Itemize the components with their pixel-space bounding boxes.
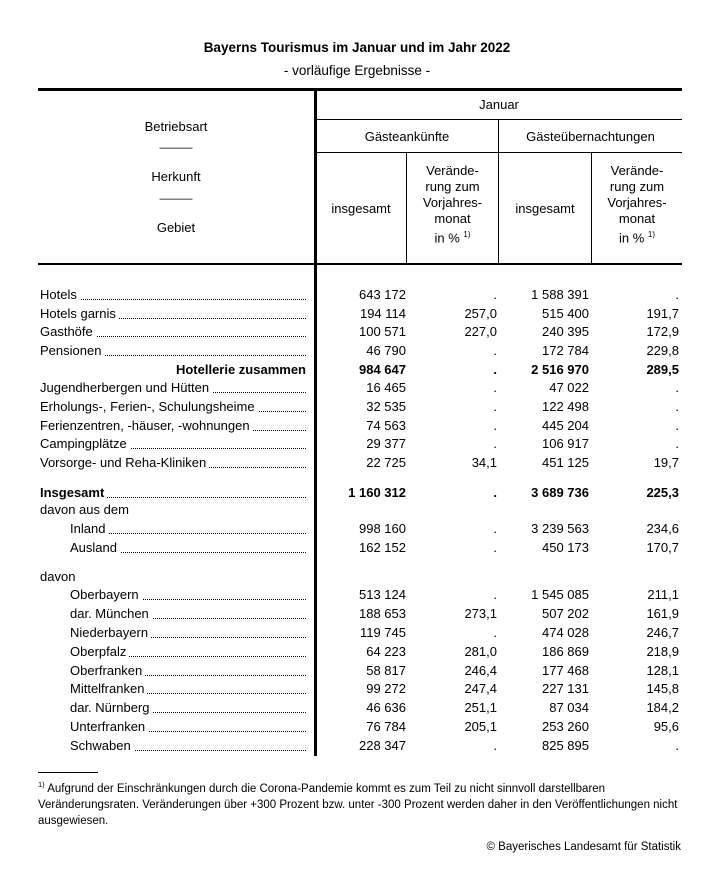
arrivals-total-cell: 46 790	[366, 343, 406, 358]
arrivals-total-cell: 46 636	[366, 700, 406, 715]
arrivals-change-cell: 257,0	[464, 306, 497, 321]
footnote-ref: 1)	[647, 230, 656, 239]
table-row	[40, 539, 682, 557]
row-label	[40, 662, 306, 680]
arrivals-total-cell: 998 160	[359, 521, 406, 536]
overnights-total-cell: 240 395	[542, 324, 589, 339]
overnights-total-cell: 87 034	[549, 700, 589, 715]
stub-header-betriebsart: Betriebsart	[144, 119, 208, 134]
row-label	[40, 342, 306, 360]
arrivals-total-cell: 74 563	[366, 418, 406, 433]
change-unit: in %	[618, 230, 645, 246]
stub-header-dash-1: ———	[159, 142, 193, 154]
arrivals-change-cell: 246,4	[464, 663, 497, 678]
arrivals-total-cell: 1 160 312	[348, 485, 406, 500]
row-label	[40, 624, 306, 642]
arrivals-total-cell: 119 745	[359, 625, 406, 640]
arrivals-change-cell: .	[493, 521, 497, 536]
overnights-total-cell: 1 545 085	[531, 587, 589, 602]
overnights-change-cell: 19,7	[653, 455, 679, 470]
page-subtitle: - vorläufige Ergebnisse -	[283, 63, 431, 78]
row-label	[40, 737, 306, 755]
row-label	[40, 586, 306, 604]
row-label-text: Ausland	[70, 540, 120, 555]
table-row	[40, 342, 682, 360]
overnights-total-cell: 825 895	[542, 738, 589, 753]
table-row	[40, 737, 682, 755]
overnights-total-cell: 177 468	[542, 663, 589, 678]
row-label	[40, 699, 306, 717]
arrivals-change-cell: 281,0	[464, 644, 497, 659]
change-line: Verände-	[426, 163, 479, 178]
footnote-ref: 1)	[463, 230, 471, 239]
table-row	[40, 484, 682, 502]
arrivals-change-cell: .	[493, 380, 497, 395]
arrivals-change-cell: .	[493, 418, 497, 433]
overnights-change-cell: 145,8	[646, 681, 679, 696]
period-rule	[316, 119, 682, 120]
table-row	[40, 417, 682, 435]
overnights-change-cell: 161,9	[646, 606, 679, 621]
row-label-text: Oberpfalz	[70, 644, 129, 659]
row-label-text: Campingplätze	[40, 436, 130, 451]
row-label	[40, 323, 306, 341]
arrivals-change-cell: .	[493, 540, 497, 555]
change-line: Vorjahres-	[422, 195, 483, 210]
overnights-total-cell: 3 689 736	[531, 485, 589, 500]
overnights-change-cell: 246,7	[646, 625, 679, 640]
arrivals-total-cell: 188 653	[359, 606, 406, 621]
arrivals-change-cell: 273,1	[464, 606, 497, 621]
row-label	[40, 398, 306, 416]
row-label-text: Gasthöfe	[40, 324, 96, 339]
arrivals-total-cell: 16 465	[366, 380, 406, 395]
arrivals-change-cell: .	[493, 625, 497, 640]
row-label-text: dar. München	[70, 606, 152, 621]
col-header-overnights-total: insgesamt	[515, 201, 575, 216]
change-line-unit	[592, 227, 682, 246]
overnights-change-cell: 95,6	[653, 719, 679, 734]
table-row	[40, 680, 682, 698]
table-row	[40, 398, 682, 416]
change-line: Verände-	[610, 163, 664, 178]
overnights-change-cell: .	[675, 738, 679, 753]
arrivals-change-cell: .	[493, 362, 497, 377]
arrivals-change-cell: .	[493, 399, 497, 414]
header-bottom-rule	[38, 263, 682, 265]
overnights-change-cell: 229,8	[646, 343, 679, 358]
table-row	[40, 718, 682, 736]
arrivals-change-cell: 251,1	[464, 700, 497, 715]
copyright: © Bayerisches Landesamt für Statistik	[486, 841, 681, 853]
row-label-text: davon	[40, 569, 76, 584]
overnights-change-cell: .	[675, 436, 679, 451]
table-row	[40, 605, 682, 623]
row-label	[40, 568, 306, 586]
stub-header-gebiet: Gebiet	[156, 220, 196, 235]
arrivals-change-cell: .	[493, 436, 497, 451]
table-row	[40, 624, 682, 642]
overnights-change-cell: .	[675, 287, 679, 302]
overnights-change-cell: 211,1	[647, 587, 679, 602]
overnights-change-cell: .	[675, 380, 679, 395]
table-row	[40, 643, 682, 661]
table-row	[40, 305, 682, 323]
table-row	[40, 435, 682, 453]
arrivals-change-cell: 227,0	[464, 324, 497, 339]
arrivals-change-cell: .	[493, 287, 497, 302]
change-line-unit	[407, 227, 498, 246]
overnights-total-cell: 172 784	[542, 343, 589, 358]
table-row	[40, 520, 682, 538]
arrivals-total-cell: 22 725	[366, 455, 406, 470]
change-unit: in %	[434, 230, 460, 246]
arrivals-change-cell: .	[493, 485, 497, 500]
footnote-rule	[38, 772, 98, 773]
row-label-text: Inland	[70, 521, 108, 536]
row-label	[40, 454, 306, 472]
row-label-text: Jugendherbergen und Hütten	[40, 380, 212, 395]
row-label-text: Mittelfranken	[70, 681, 147, 696]
row-label-text: Hotels	[40, 287, 80, 302]
row-label-text: Unterfranken	[70, 719, 148, 734]
overnights-total-cell: 507 202	[542, 606, 589, 621]
arrivals-change-cell: 205,1	[464, 719, 497, 734]
overnights-change-cell: 218,9	[646, 644, 679, 659]
row-label	[40, 520, 306, 538]
footnote	[38, 777, 678, 829]
col-header-arrivals-change	[407, 163, 498, 246]
table-row	[40, 662, 682, 680]
change-line: rung zum	[609, 179, 665, 194]
overnights-total-cell: 450 173	[542, 540, 589, 555]
change-line: Vorjahres-	[607, 195, 667, 210]
overnights-total-cell: 474 028	[542, 625, 589, 640]
group-header-overnights: Gästeübernachtungen	[526, 129, 655, 144]
row-label-text: dar. Nürnberg	[70, 700, 153, 715]
row-label	[40, 643, 306, 661]
arrivals-total-cell: 643 172	[359, 287, 406, 302]
overnights-change-cell: 225,3	[646, 485, 679, 500]
arrivals-change-cell: 34,1	[471, 455, 497, 470]
group-rule	[316, 152, 682, 153]
overnights-change-cell: .	[675, 399, 679, 414]
arrivals-total-cell: 513 124	[359, 587, 406, 602]
overnights-total-cell: 122 498	[542, 399, 589, 414]
table-row	[40, 361, 682, 379]
row-label	[40, 484, 306, 502]
row-label-text: Erholungs-, Ferien-, Schulungsheime	[40, 399, 258, 414]
arrivals-change-cell: .	[493, 738, 497, 753]
overnights-total-cell: 253 260	[542, 719, 589, 734]
arrivals-total-cell: 100 571	[359, 324, 406, 339]
footnote-mark: 1)	[38, 780, 45, 789]
arrivals-total-cell: 29 377	[366, 436, 406, 451]
row-label	[40, 539, 306, 557]
change-line: monat	[434, 211, 471, 226]
row-label	[40, 361, 306, 379]
row-label	[40, 605, 306, 623]
arrivals-change-cell: 247,4	[464, 681, 497, 696]
change-line: rung zum	[425, 179, 480, 194]
row-label-text: Ferienzentren, -häuser, -wohnungen	[40, 418, 253, 433]
table-row	[40, 699, 682, 717]
arrivals-total-cell: 99 272	[366, 681, 406, 696]
arrivals-total-cell: 194 114	[359, 306, 406, 321]
arrivals-total-cell: 32 535	[366, 399, 406, 414]
row-label-text: davon aus dem	[40, 502, 129, 517]
row-label	[40, 680, 306, 698]
overnights-total-cell: 227 131	[542, 681, 589, 696]
arrivals-total-cell: 76 784	[366, 719, 406, 734]
row-label	[40, 417, 306, 435]
arrivals-total-cell: 984 647	[359, 362, 406, 377]
table-row	[40, 286, 682, 304]
row-label-text: Niederbayern	[70, 625, 151, 640]
row-label-text: Hotellerie zusammen	[175, 362, 306, 377]
col-header-overnights-change	[592, 163, 682, 246]
arrivals-total-cell: 228 347	[359, 738, 406, 753]
overnights-total-cell: 1 588 391	[531, 287, 589, 302]
change-line: monat	[618, 211, 656, 226]
table-row	[40, 568, 682, 586]
overnights-change-cell: 184,2	[646, 700, 679, 715]
overnights-change-cell: 191,7	[646, 306, 679, 321]
arrivals-change-cell: .	[493, 343, 497, 358]
page-title: Bayerns Tourismus im Januar und im Jahr 2022	[203, 40, 511, 55]
table-row	[40, 454, 682, 472]
arrivals-change-cell: .	[493, 587, 497, 602]
row-label-text: Insgesamt	[40, 485, 107, 500]
arrivals-total-cell: 162 152	[359, 540, 406, 555]
footnote-text: Aufgrund der Einschränkungen durch die Corona-Pandemie kommt es zum Teil zu nicht sinnvoll darstellbaren Veränderungsraten. Veränderungen über +300 Prozent bzw. unter -300 Prozent werden daher in den Veröffentlichungen nicht ausgewiesen.	[38, 782, 678, 827]
row-label-text: Oberbayern	[70, 587, 142, 602]
overnights-total-cell: 515 400	[542, 306, 589, 321]
overnights-total-cell: 47 022	[549, 380, 589, 395]
table-top-rule	[38, 88, 682, 91]
table-row	[40, 501, 682, 519]
row-label-text: Schwaben	[70, 738, 134, 753]
overnights-total-cell: 186 869	[542, 644, 589, 659]
row-label-text: Pensionen	[40, 343, 104, 358]
overnights-change-cell: 128,1	[646, 663, 679, 678]
row-label	[40, 501, 306, 519]
overnights-change-cell: 289,5	[646, 362, 679, 377]
row-label	[40, 286, 306, 304]
row-label	[40, 435, 306, 453]
row-label	[40, 305, 306, 323]
overnights-change-cell: 234,6	[646, 521, 679, 536]
row-label	[40, 379, 306, 397]
row-label-text: Oberfranken	[70, 663, 145, 678]
arrivals-total-cell: 58 817	[366, 663, 406, 678]
col-header-arrivals-total: insgesamt	[331, 201, 391, 216]
table-row	[40, 323, 682, 341]
row-label	[40, 718, 306, 736]
overnights-total-cell: 445 204	[542, 418, 589, 433]
row-label-text: Hotels garnis	[40, 306, 119, 321]
overnights-change-cell: 170,7	[646, 540, 679, 555]
arrivals-total-cell: 64 223	[366, 644, 406, 659]
overnights-change-cell: 172,9	[646, 324, 679, 339]
stub-header-dash-2: ———	[159, 193, 193, 205]
group-header-arrivals: Gästeankünfte	[364, 129, 450, 144]
overnights-total-cell: 451 125	[542, 455, 589, 470]
table-row	[40, 586, 682, 604]
overnights-change-cell: .	[675, 418, 679, 433]
stub-header-herkunft: Herkunft	[151, 169, 201, 184]
overnights-total-cell: 3 239 563	[531, 521, 589, 536]
table-row	[40, 379, 682, 397]
row-label-text: Vorsorge- und Reha-Kliniken	[40, 455, 209, 470]
period-header: Januar	[479, 97, 519, 112]
overnights-total-cell: 106 917	[542, 436, 589, 451]
overnights-total-cell: 2 516 970	[531, 362, 589, 377]
